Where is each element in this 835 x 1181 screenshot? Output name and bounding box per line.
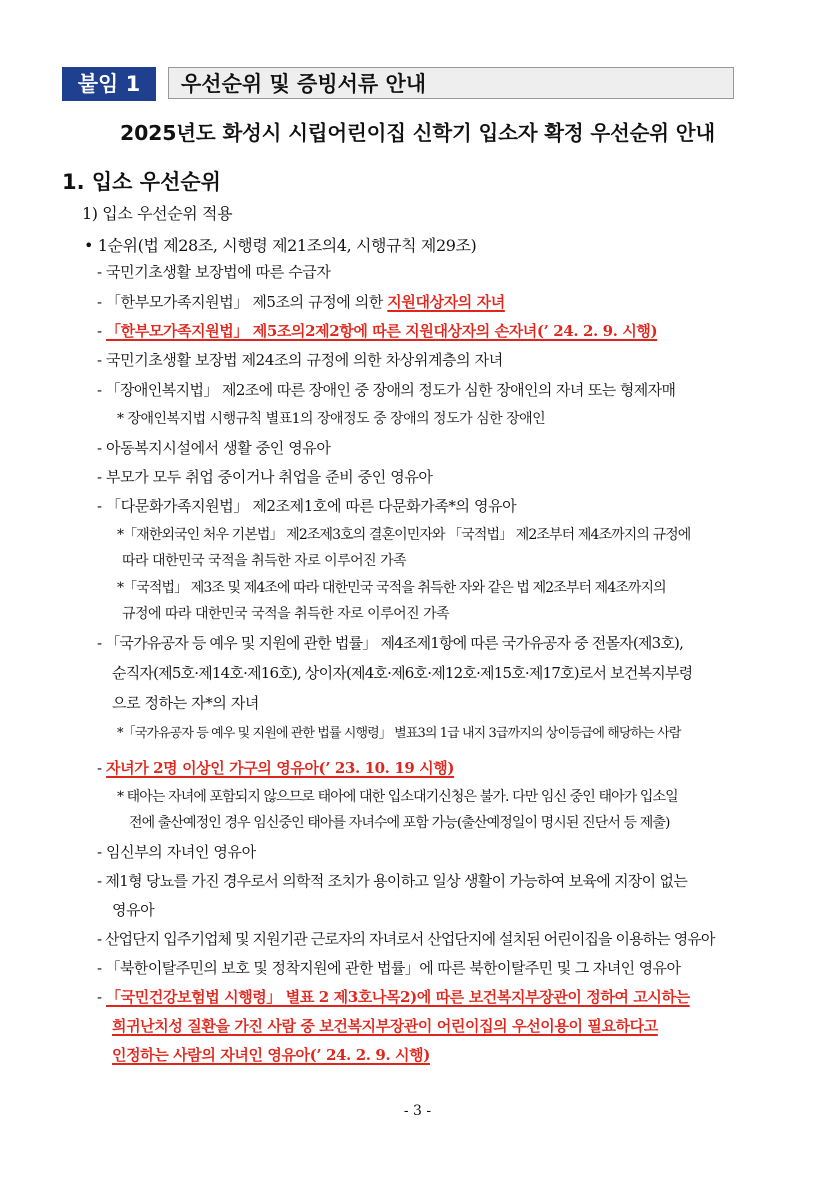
list-item: - 산업단지 입주기업체 및 지원기관 근로자의 자녀로서 산업단지에 설치된 어린이집을 이용하는 영유아 <box>97 930 715 948</box>
item-text: - 「한부모가족지원법」 제5조의 규정에 의한 <box>97 293 388 311</box>
footnote: 전에 출산예정인 경우 임신중인 태아를 자녀수에 포함 가능(출산예정일이 명시된 진단서 등 제출) <box>129 815 670 831</box>
list-item: - 아동복지시설에서 생활 중인 영유아 <box>97 439 331 457</box>
attachment-title: 우선순위 및 증빙서류 안내 <box>168 67 734 99</box>
highlighted-text: 「한부모가족지원법」 제5조의2제2항에 따른 지원대상자의 손자녀(’ 24. 2. 9. 시행) <box>106 322 658 340</box>
list-item: - 부모가 모두 취업 중이거나 취업을 준비 중인 영유아 <box>97 468 433 486</box>
highlighted-text: 지원대상자의 자녀 <box>387 293 505 311</box>
list-item-continued <box>112 1045 430 1065</box>
list-item-continued: 영유아 <box>112 901 155 919</box>
list-item: - 국민기초생활 보장법에 따른 수급자 <box>97 263 331 281</box>
highlighted-text: 희귀난치성 질환을 가진 사람 중 보건복지부장관이 어린이집의 우선이용이 필요하다고 <box>112 1017 658 1035</box>
list-item <box>97 321 657 341</box>
footnote: 규정에 따라 대한민국 국적을 취득한 자로 이루어진 가족 <box>122 606 450 622</box>
list-item <box>97 987 690 1007</box>
attachment-badge: 붙임 1 <box>62 67 156 101</box>
list-item: - 제1형 당뇨를 가진 경우로서 의학적 조치가 용이하고 일상 생활이 가능하여 보육에 지장이 없는 <box>97 872 688 890</box>
list-item: - 「국가유공자 등 예우 및 지원에 관한 법률」 제4조제1항에 따른 국가유공자 중 전몰자(제3호), <box>97 634 684 652</box>
footnote: * 태아는 자녀에 포함되지 않으므로 태아에 대한 입소대기신청은 불가. 다만 임신 중인 태아가 입소일 <box>117 789 678 805</box>
section-title: 1. 입소 우선순위 <box>62 170 221 194</box>
footnote: *「재한외국인 처우 기본법」 제2조제3호의 결혼이민자와 「국적법」 제2조부터 제4조까지의 규정에 <box>117 527 691 543</box>
list-item <box>97 292 505 312</box>
footnote: *「국가유공자 등 예우 및 지원에 관한 법률 시행령」 별표3의 1급 내지 3급까지의 상이등급에 해당하는 사람 <box>117 726 681 741</box>
priority-bullet: • 1순위(법 제28조, 시행령 제21조의4, 시행규칙 제29조) <box>84 236 477 255</box>
item-dash: - <box>97 322 107 340</box>
attachment-header <box>62 67 736 103</box>
highlighted-text: 자녀가 2명 이상인 가구의 영유아(’ 23. 10. 19 시행) <box>106 759 455 777</box>
list-item-continued: 순직자(제5호·제14호·제16호), 상이자(제4호·제6호·제12호·제15호·제17호)로서 보건복지부령 <box>112 664 693 682</box>
list-item <box>97 758 454 778</box>
highlighted-text: 인정하는 사람의 자녀인 영유아(’ 24. 2. 9. 시행) <box>112 1046 430 1064</box>
list-item: - 임신부의 자녀인 영유아 <box>97 843 256 861</box>
footnote: 따라 대한민국 국적을 취득한 자로 이루어진 가족 <box>122 553 407 569</box>
item-dash: - <box>97 759 107 777</box>
page-number: - 3 - <box>403 1103 432 1119</box>
list-item: - 「다문화가족지원법」 제2조제1호에 따른 다문화가족*의 영유아 <box>97 497 517 515</box>
item-dash: - <box>97 988 107 1006</box>
highlighted-text: 「국민건강보험법 시행령」 별표 2 제3호나목2)에 따른 보건복지부장관이 정하여 고시하는 <box>106 988 690 1006</box>
list-item-continued: 으로 정하는 자*의 자녀 <box>112 694 260 712</box>
footnote: * 장애인복지법 시행규칙 별표1의 장애정도 중 장애의 정도가 심한 장애인 <box>117 411 546 427</box>
subsection-title: 1) 입소 우선순위 적용 <box>82 204 233 223</box>
footnote: *「국적법」 제3조 및 제4조에 따라 대한민국 국적을 취득한 자와 같은 법 제2조부터 제4조까지의 <box>117 580 666 596</box>
list-item: - 국민기초생활 보장법 제24조의 규정에 의한 차상위계층의 자녀 <box>97 351 503 369</box>
list-item: - 「장애인복지법」 제2조에 따른 장애인 중 장애의 정도가 심한 장애인의 자녀 또는 형제자매 <box>97 381 676 399</box>
document-title: 2025년도 화성시 시립어린이집 신학기 입소자 확정 우선순위 안내 <box>120 121 715 145</box>
list-item-continued <box>112 1016 658 1036</box>
list-item: - 「북한이탈주민의 보호 및 정착지원에 관한 법률」에 따른 북한이탈주민 및 그 자녀인 영유아 <box>97 959 681 977</box>
